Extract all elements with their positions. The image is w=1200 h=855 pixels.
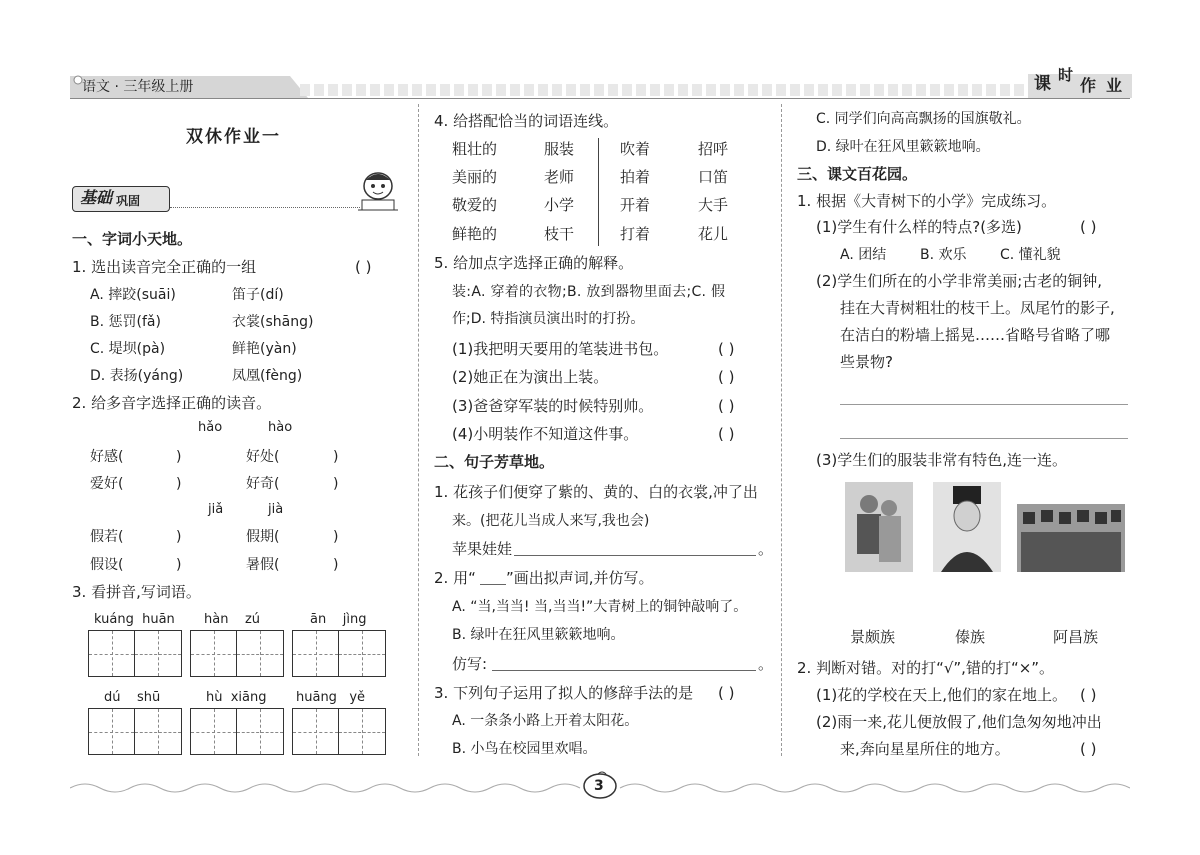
q4-left-d2: 枝干 — [544, 225, 575, 243]
q1-stem: 1. 选出读音完全正确的一组 — [72, 258, 257, 276]
p1q1-option-b: B. 欢乐 — [920, 247, 967, 263]
p2-paren-1[interactable]: ( ) — [1080, 686, 1097, 704]
q5-item-2: (2)她正在为演出上装。 — [452, 368, 609, 386]
p1q1-stem: (1)学生有什么样的特点?(多选) — [816, 218, 1022, 236]
q5-item-3: (3)爸爸穿军装的时候特别帅。 — [452, 397, 654, 415]
q5-paren-2[interactable]: ( ) — [718, 368, 735, 386]
q2-paren-close-4[interactable]: ) — [333, 476, 339, 492]
q2-word-aihao: 爱好( — [90, 476, 124, 492]
q4-right-d2: 花儿 — [698, 225, 729, 243]
q2-word-haoqi: 好奇( — [246, 476, 280, 492]
q5-definition-1: 装:A. 穿着的衣物;B. 放到器物里面去;C. 假 — [452, 284, 726, 300]
p1q2-line-1: (2)学生们所在的小学非常美丽;古老的铜钟, — [816, 272, 1103, 290]
q2-paren-close-6[interactable]: ) — [333, 529, 339, 545]
s2-answer-line[interactable] — [492, 670, 756, 671]
section-1-heading: 一、字词小天地。 — [72, 230, 193, 248]
page-title: 双休作业一 — [186, 127, 281, 147]
q2-word-jiashe: 假设( — [90, 557, 124, 573]
brand-char-2: 时 — [1058, 66, 1074, 84]
writing-grid-2[interactable] — [190, 630, 284, 677]
q5-stem: 5. 给加点字选择正确的解释。 — [434, 254, 634, 272]
s2-stem-a: 2. 用“ — [434, 569, 476, 587]
s1-line-2: 来。(把花儿当成人来写,我也会) — [452, 513, 650, 529]
q2-paren-close-7[interactable]: ) — [176, 557, 182, 573]
s2-fangxie-label: 仿写: — [452, 655, 488, 673]
q4-stem: 4. 给搭配恰当的词语连线。 — [434, 112, 619, 130]
q2-pinyin-hao4: hào — [268, 420, 293, 435]
q2-pinyin-jia4: jià — [268, 502, 284, 517]
q1-option-b1: B. 惩罚(fǎ) — [90, 314, 161, 330]
q4-left-b1: 美丽的 — [452, 168, 498, 186]
p1q2-answer-line-1[interactable] — [840, 404, 1128, 405]
p2-item-2-line-2: 来,奔向星星所住的地方。 — [840, 740, 1010, 758]
p2-paren-2[interactable]: ( ) — [1080, 740, 1097, 758]
writing-grid-6[interactable] — [292, 708, 386, 755]
label-achang: 阿昌族 — [1053, 628, 1099, 646]
q4-right-b1: 拍着 — [620, 168, 651, 186]
p2-item-2-line-1: (2)雨一来,花儿便放假了,他们急匆匆地冲出 — [816, 713, 1102, 731]
writing-grid-5[interactable] — [190, 708, 284, 755]
p1q1-option-c: C. 懂礼貌 — [1000, 247, 1061, 263]
writing-grid-3[interactable] — [292, 630, 386, 677]
q2-stem: 2. 给多音字选择正确的读音。 — [72, 394, 272, 412]
badge-main: 基础 — [80, 188, 113, 207]
q3-pinyin-5: hù xiāng — [206, 690, 267, 705]
q2-word-haogan: 好感( — [90, 449, 124, 465]
p2-stem: 2. 判断对错。对的打“√”,错的打“×”。 — [797, 659, 1055, 677]
badge-dotted-line — [170, 207, 360, 208]
brand-char-1: 课 — [1034, 74, 1051, 94]
s1-end: 。 — [758, 540, 774, 558]
s3-stem: 3. 下列句子运用了拟人的修辞手法的是 — [434, 684, 694, 702]
q1-option-b2: 衣裳(shāng) — [232, 314, 314, 330]
q1-option-d2: 凤凰(fèng) — [232, 368, 303, 384]
q2-word-jiaqi: 假期( — [246, 529, 280, 545]
q4-left-c2: 小学 — [544, 196, 575, 214]
p1q3-stem: (3)学生们的服装非常有特色,连一连。 — [816, 451, 1068, 469]
q2-pinyin-hao3: hǎo — [198, 420, 223, 435]
p1q2-line-4: 些景物? — [840, 353, 893, 371]
badge-sub: 巩固 — [116, 194, 141, 208]
p1q2-line-3: 在洁白的粉墙上摇晃……省略号省略了哪 — [840, 326, 1111, 344]
q4-divider — [598, 138, 599, 246]
header-hatch — [300, 84, 1030, 96]
section-3-heading: 三、课文百花园。 — [797, 165, 918, 183]
mascot-icon — [354, 168, 404, 216]
q4-left-a2: 服装 — [544, 140, 575, 158]
q2-paren-close-1[interactable]: ) — [176, 449, 182, 465]
writing-grid-4[interactable] — [88, 708, 182, 755]
s2-stem-b: ”画出拟声词,并仿写。 — [506, 569, 654, 587]
q4-left-a1: 粗壮的 — [452, 140, 498, 158]
section-2-heading: 二、句子芳草地。 — [434, 453, 555, 471]
q2-paren-close-5[interactable]: ) — [176, 529, 182, 545]
q3-pinyin-1: kuáng huān — [94, 612, 175, 627]
page-number: 3 — [594, 778, 604, 794]
brand-char-4: 业 — [1106, 76, 1123, 95]
s3-option-d: D. 绿叶在狂风里簌簌地响。 — [816, 139, 990, 155]
q1-option-d1: D. 表扬(yáng) — [90, 368, 184, 384]
q5-item-4: (4)小明装作不知道这件事。 — [452, 425, 639, 443]
q2-word-shujia: 暑假( — [246, 557, 280, 573]
s3-option-a: A. 一条条小路上开着太阳花。 — [452, 713, 639, 729]
q4-right-a1: 吹着 — [620, 140, 651, 158]
column-divider-2 — [781, 104, 782, 756]
label-jingpo: 景颇族 — [850, 628, 896, 646]
p1-stem: 1. 根据《大青树下的小学》完成练习。 — [797, 192, 1057, 210]
p1q2-answer-line-2[interactable] — [840, 438, 1128, 439]
q3-pinyin-4: dú shū — [104, 690, 161, 705]
q2-paren-close-2[interactable]: ) — [333, 449, 339, 465]
book-title: 语文 · 三年级上册 — [82, 79, 194, 95]
q3-pinyin-3: ān jìng — [310, 612, 367, 627]
q4-left-c1: 敬爱的 — [452, 196, 498, 214]
p1q1-paren[interactable]: ( ) — [1080, 218, 1097, 236]
q5-definition-2: 作;D. 特指演员演出时的打扮。 — [452, 311, 645, 327]
s2-end: 。 — [758, 655, 774, 673]
p1q1-option-a: A. 团结 — [840, 247, 887, 263]
photo-dai — [933, 482, 1001, 572]
q1-option-c1: C. 堤坝(pà) — [90, 341, 166, 357]
q5-paren-4[interactable]: ( ) — [718, 425, 735, 443]
q4-right-a2: 招呼 — [698, 140, 729, 158]
s1-line-1: 1. 花孩子们便穿了紫的、黄的、白的衣裳,冲了出 — [434, 483, 758, 501]
q4-right-c2: 大手 — [698, 196, 729, 214]
q3-stem: 3. 看拼音,写词语。 — [72, 583, 201, 601]
q2-paren-close-8[interactable]: ) — [333, 557, 339, 573]
s3-paren[interactable]: ( ) — [718, 684, 735, 702]
q4-left-b2: 老师 — [544, 168, 575, 186]
writing-grid-1[interactable] — [88, 630, 182, 677]
q5-paren-3[interactable]: ( ) — [718, 397, 735, 415]
s2-option-b: B. 绿叶在狂风里簌簌地响。 — [452, 627, 625, 643]
q4-right-b2: 口笛 — [698, 168, 729, 186]
header-rule — [70, 98, 1130, 99]
photo-achang — [1017, 504, 1125, 572]
q3-pinyin-6: huāng yě — [296, 690, 366, 705]
q1-answer-paren[interactable]: ( ) — [355, 258, 372, 276]
q3-pinyin-2: hàn zú — [204, 612, 261, 627]
q1-option-c2: 鲜艳(yàn) — [232, 341, 297, 357]
label-dai: 傣族 — [955, 628, 986, 646]
q4-right-d1: 打着 — [620, 225, 651, 243]
q2-pinyin-jia3: jiǎ — [208, 502, 224, 517]
q2-word-haochu: 好处( — [246, 449, 280, 465]
p1q2-line-2: 挂在大青树粗壮的枝干上。凤尾竹的影子, — [840, 299, 1115, 317]
s1-line-3: 苹果娃娃 — [452, 540, 513, 558]
q1-option-a2: 笛子(dí) — [232, 287, 284, 303]
q5-paren-1[interactable]: ( ) — [718, 340, 735, 358]
column-divider-1 — [418, 104, 419, 756]
s3-option-b: B. 小鸟在校园里欢唱。 — [452, 741, 597, 757]
s3-option-c: C. 同学们向高高飘扬的国旗敬礼。 — [816, 111, 1031, 127]
q2-word-jiaruo: 假若( — [90, 529, 124, 545]
q4-right-c1: 开着 — [620, 196, 651, 214]
brand-char-3: 作 — [1080, 76, 1097, 95]
q1-option-a1: A. 摔跤(suāi) — [90, 287, 176, 303]
photo-jingpo — [845, 482, 913, 572]
s2-stem-blank — [480, 584, 506, 585]
s2-option-a: A. “当,当当! 当,当当!”大青树上的铜钟敲响了。 — [452, 599, 748, 615]
s1-answer-line[interactable] — [514, 555, 756, 556]
q5-item-1: (1)我把明天要用的笔装进书包。 — [452, 340, 669, 358]
q2-paren-close-3[interactable]: ) — [176, 476, 182, 492]
p2-item-1: (1)花的学校在天上,他们的家在地上。 — [816, 686, 1068, 704]
q4-left-d1: 鲜艳的 — [452, 225, 498, 243]
